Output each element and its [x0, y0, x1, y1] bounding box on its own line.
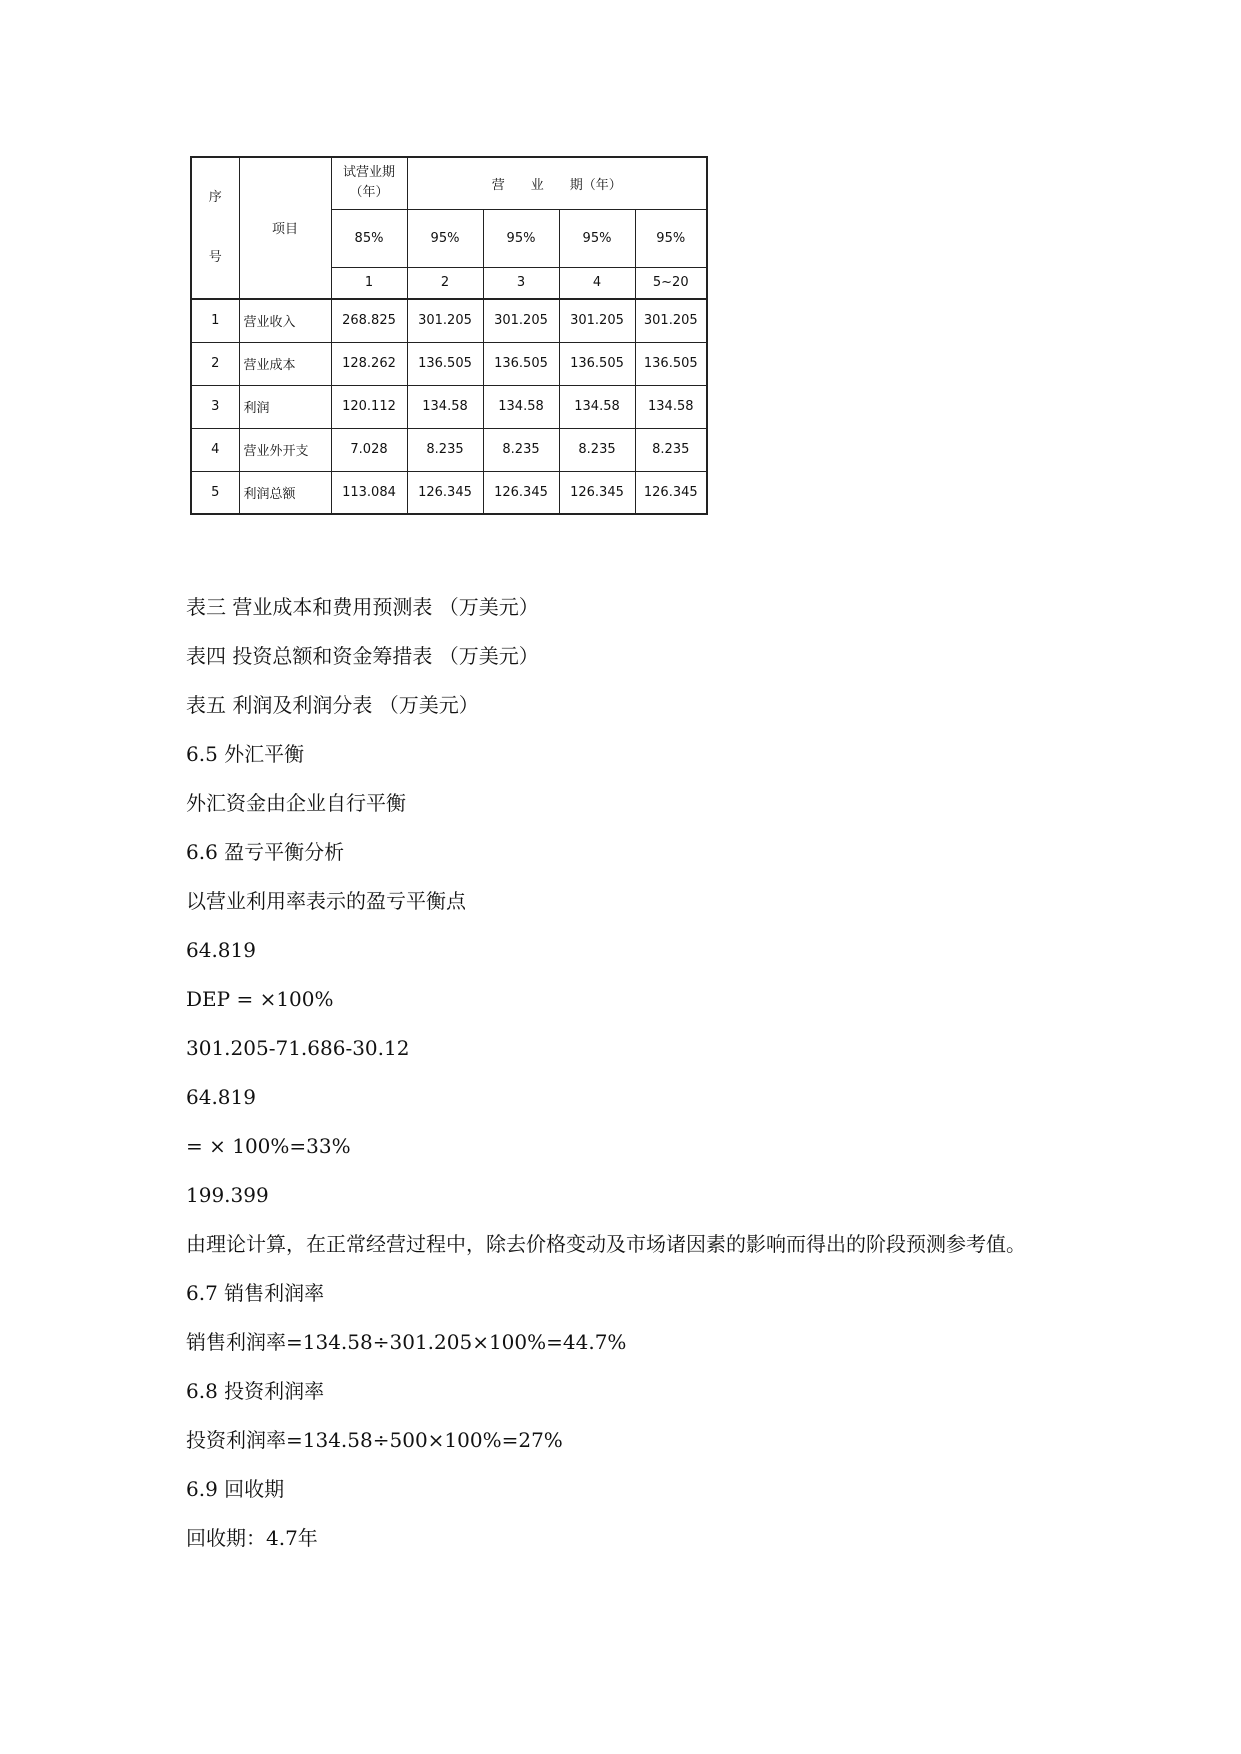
text-line: 以营业利用率表示的盈亏平衡点: [186, 889, 466, 913]
row-value: 136.505: [483, 342, 559, 385]
rate-cell: 95%: [635, 209, 707, 267]
row-seq: 1: [191, 299, 239, 342]
year-cell: 4: [559, 267, 635, 299]
rate-cell: 95%: [483, 209, 559, 267]
row-seq: 2: [191, 342, 239, 385]
row-value: 136.505: [407, 342, 483, 385]
row-item: 营业成本: [239, 342, 331, 385]
row-value: 113.084: [331, 471, 407, 514]
text-line: 回收期：4.7年: [186, 1526, 318, 1550]
row-value: 126.345: [635, 471, 707, 514]
paragraph-text: 由理论计算，在正常经营过程中，除去价格变动及市场诸因素的影响而得出的阶段预测参考值。: [186, 1232, 1026, 1256]
text-line: 销售利润率=134.58÷301.205×100%=44.7%: [186, 1330, 627, 1354]
text-line: 表四 投资总额和资金筹措表 （万美元）: [186, 644, 539, 668]
row-value: 134.58: [635, 385, 707, 428]
document-body: [186, 592, 1066, 1572]
table-row: [191, 471, 707, 514]
table-row: [191, 299, 707, 342]
item-header: 项目: [239, 157, 331, 299]
year-cell: 5~20: [635, 267, 707, 299]
row-value: 301.205: [407, 299, 483, 342]
rate-cell: 95%: [407, 209, 483, 267]
text-line: 6.9 回收期: [186, 1477, 285, 1501]
text-line: 199.399: [186, 1183, 269, 1207]
operating-forecast-table: [190, 156, 708, 515]
row-value: 126.345: [407, 471, 483, 514]
row-value: 301.205: [635, 299, 707, 342]
table-row: [191, 428, 707, 471]
table-row: [191, 385, 707, 428]
text-line: 表三 营业成本和费用预测表 （万美元）: [186, 595, 539, 619]
text-line: 6.8 投资利润率: [186, 1379, 325, 1403]
text-line: 6.6 盈亏平衡分析: [186, 840, 345, 864]
text-line: 6.5 外汇平衡: [186, 742, 305, 766]
row-value: 8.235: [483, 428, 559, 471]
row-value: 134.58: [559, 385, 635, 428]
year-cell: 1: [331, 267, 407, 299]
text-line: 64.819: [186, 1085, 256, 1109]
text-line: 64.819: [186, 938, 256, 962]
text-line: DEP = ×100%: [186, 987, 334, 1011]
rate-cell: 85%: [331, 209, 407, 267]
year-cell: 2: [407, 267, 483, 299]
row-item: 利润总额: [239, 471, 331, 514]
rate-cell: 95%: [559, 209, 635, 267]
row-value: 120.112: [331, 385, 407, 428]
row-item: 营业收入: [239, 299, 331, 342]
year-cell: 3: [483, 267, 559, 299]
row-value: 301.205: [559, 299, 635, 342]
row-item: 利润: [239, 385, 331, 428]
operating-period-header: 营 业 期（年）: [407, 157, 707, 209]
text-line: 外汇资金由企业自行平衡: [186, 791, 406, 815]
text-line: = × 100%=33%: [186, 1134, 351, 1158]
text-line: 301.205-71.686-30.12: [186, 1036, 410, 1060]
seq-header: 序 号: [191, 157, 239, 299]
text-line: 6.7 销售利润率: [186, 1281, 325, 1305]
row-value: 136.505: [559, 342, 635, 385]
row-value: 8.235: [635, 428, 707, 471]
row-value: 134.58: [483, 385, 559, 428]
row-value: 268.825: [331, 299, 407, 342]
table-row: [191, 342, 707, 385]
row-seq: 3: [191, 385, 239, 428]
row-value: 8.235: [407, 428, 483, 471]
row-value: 126.345: [483, 471, 559, 514]
row-value: 301.205: [483, 299, 559, 342]
trial-period-header: 试营业期 （年）: [331, 157, 407, 209]
text-line: 表五 利润及利润分表 （万美元）: [186, 693, 479, 717]
row-item: 营业外开支: [239, 428, 331, 471]
row-value: 7.028: [331, 428, 407, 471]
row-value: 128.262: [331, 342, 407, 385]
row-value: 126.345: [559, 471, 635, 514]
row-value: 136.505: [635, 342, 707, 385]
text-line: 投资利润率=134.58÷500×100%=27%: [186, 1428, 563, 1452]
row-seq: 5: [191, 471, 239, 514]
row-value: 8.235: [559, 428, 635, 471]
row-value: 134.58: [407, 385, 483, 428]
row-seq: 4: [191, 428, 239, 471]
